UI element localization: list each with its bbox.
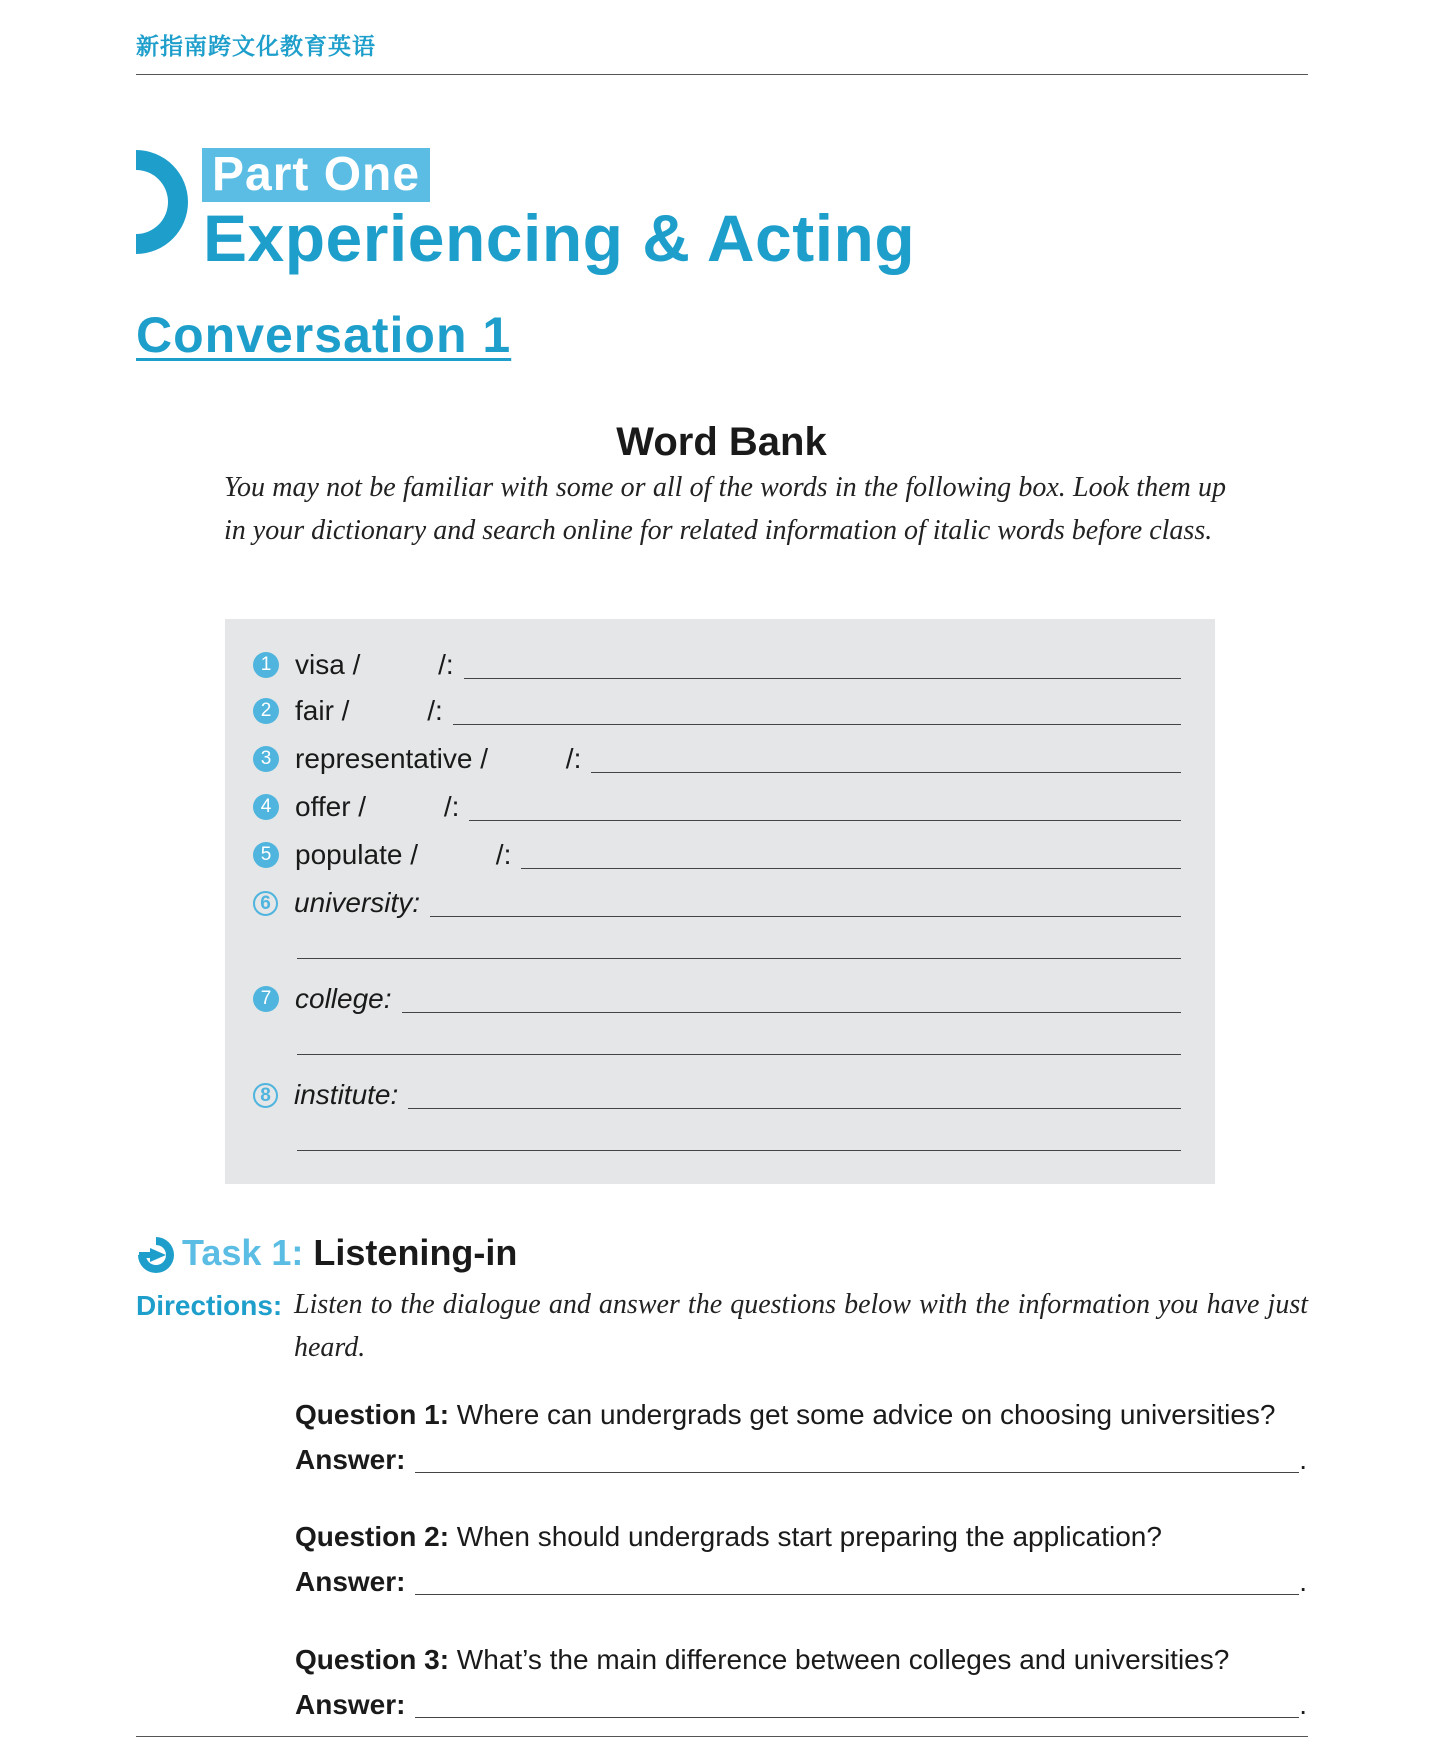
series-title: 新指南跨文化教育英语 xyxy=(136,33,376,59)
answer-blank-continued[interactable] xyxy=(297,1150,1181,1151)
question-text: Where can undergrads get some advice on choosing universities? xyxy=(456,1399,1276,1430)
word-bank-item xyxy=(253,831,1181,871)
question-text: What’s the main difference between colleges and universities? xyxy=(456,1644,1230,1675)
conversation-title: Conversation 1 xyxy=(136,307,512,363)
directions-label: Directions: xyxy=(136,1290,283,1321)
word-term: populate / /: xyxy=(295,839,512,870)
word-bank-item xyxy=(253,735,1181,775)
answer-blank[interactable] xyxy=(469,820,1181,821)
task-name: Listening-in xyxy=(313,1232,518,1273)
question-block xyxy=(295,1517,1307,1601)
question-line xyxy=(295,1640,1307,1680)
answer-period: . xyxy=(1299,1444,1307,1475)
question-block xyxy=(295,1640,1307,1724)
answer-blank[interactable] xyxy=(415,1594,1299,1595)
task-heading xyxy=(182,1232,517,1274)
number-badge-icon: 1 xyxy=(253,652,279,678)
answer-line xyxy=(295,1435,1307,1479)
answer-blank[interactable] xyxy=(408,1108,1181,1109)
answer-blank[interactable] xyxy=(453,724,1181,725)
word-term: college: xyxy=(295,983,392,1014)
answer-blank[interactable] xyxy=(430,916,1181,917)
answer-label: Answer: xyxy=(295,1444,406,1475)
answer-period: . xyxy=(1299,1566,1307,1597)
question-line xyxy=(295,1395,1307,1435)
answer-period: . xyxy=(1299,1689,1307,1720)
answer-blank[interactable] xyxy=(415,1472,1299,1473)
answer-blank-continued[interactable] xyxy=(297,1054,1181,1055)
question-block xyxy=(295,1395,1307,1479)
word-term: visa / /: xyxy=(295,649,454,680)
directions-text: Listen to the dialogue and answer the questions below with the information you have just heard. xyxy=(294,1289,1308,1363)
answer-line xyxy=(295,1557,1307,1601)
word-bank-item xyxy=(253,687,1181,727)
answer-blank[interactable] xyxy=(415,1717,1299,1718)
answer-blank[interactable] xyxy=(402,1012,1181,1013)
word-bank-title: Word Bank xyxy=(616,420,827,464)
word-bank-item xyxy=(253,879,1181,919)
number-badge-icon: 4 xyxy=(253,794,279,820)
part-title: Experiencing & Acting xyxy=(203,201,916,275)
word-bank-intro: You may not be familiar with some or all of the words in the following box. Look them up in your dictionary and search online for related information of italic words before class. xyxy=(224,472,1226,546)
answer-blank[interactable] xyxy=(591,772,1181,773)
question-text: When should undergrads start preparing the application? xyxy=(456,1521,1162,1552)
header-divider xyxy=(136,74,1308,75)
answer-label: Answer: xyxy=(295,1566,406,1597)
word-term: offer / /: xyxy=(295,791,460,822)
answer-blank[interactable] xyxy=(464,678,1181,679)
answer-blank-continued[interactable] xyxy=(297,958,1181,959)
word-term: fair / /: xyxy=(295,695,443,726)
word-term: representative / /: xyxy=(295,743,582,774)
footer-divider xyxy=(136,1736,1308,1737)
number-badge-icon: 6 xyxy=(253,891,278,916)
word-bank-item xyxy=(253,783,1181,823)
task-number: Task 1: xyxy=(182,1232,304,1273)
part-label: Part One xyxy=(202,148,430,202)
question-label: Question 2: xyxy=(295,1521,450,1552)
word-bank-box xyxy=(225,619,1215,1184)
number-badge-icon: 3 xyxy=(253,746,279,772)
question-label: Question 1: xyxy=(295,1399,450,1430)
arrow-right-icon xyxy=(136,1235,176,1275)
number-badge-icon: 8 xyxy=(253,1083,278,1108)
question-line xyxy=(295,1517,1307,1557)
word-bank-item xyxy=(253,975,1181,1015)
number-badge-icon: 2 xyxy=(253,698,279,724)
word-bank-item xyxy=(253,1071,1181,1111)
question-label: Question 3: xyxy=(295,1644,450,1675)
number-badge-icon: 7 xyxy=(253,986,279,1012)
part-arc-icon xyxy=(136,150,192,254)
number-badge-icon: 5 xyxy=(253,842,279,868)
word-term: university: xyxy=(294,887,421,918)
answer-line xyxy=(295,1680,1307,1724)
word-term: institute: xyxy=(294,1079,399,1110)
word-bank-item xyxy=(253,641,1181,681)
answer-blank[interactable] xyxy=(521,868,1181,869)
answer-label: Answer: xyxy=(295,1689,406,1720)
